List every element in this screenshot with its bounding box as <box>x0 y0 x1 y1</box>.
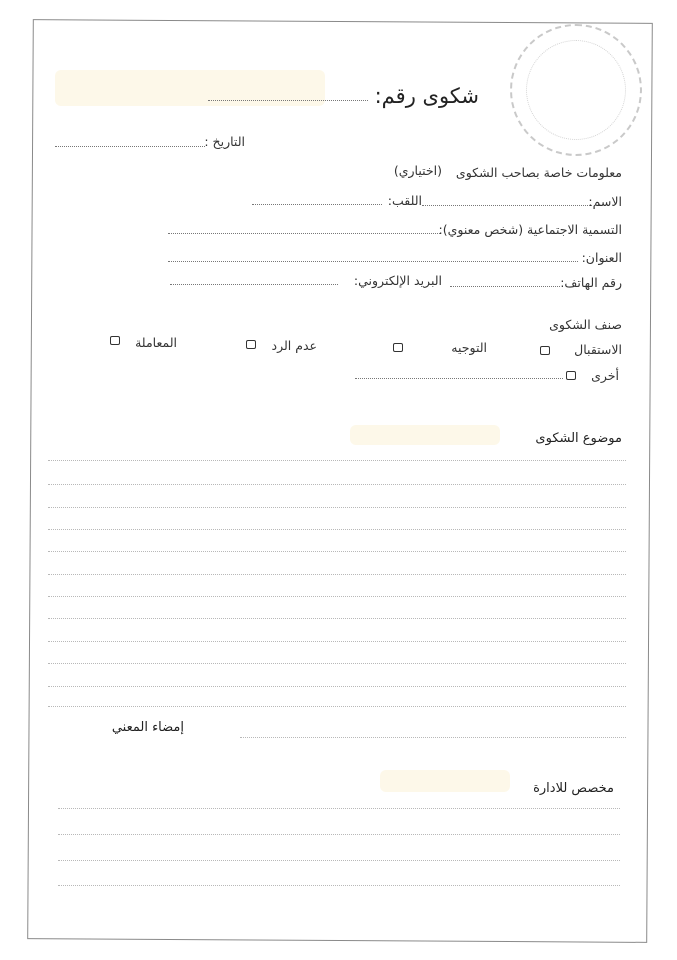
option-treatment-checkbox[interactable] <box>110 336 120 345</box>
surname-field[interactable] <box>252 204 382 205</box>
admin-line[interactable] <box>58 834 620 835</box>
admin-heading: مخصص للادارة <box>533 781 614 796</box>
complaint-number-label: شكوى رقم: <box>374 84 479 108</box>
subject-heading: موضوع الشكوى <box>535 431 622 446</box>
option-reception-label: الاستقبال <box>574 342 622 357</box>
option-guidance-label: التوجيه <box>451 340 487 355</box>
subject-line[interactable] <box>48 507 626 508</box>
subject-line[interactable] <box>48 618 626 619</box>
subject-line[interactable] <box>48 641 626 642</box>
option-reception-checkbox[interactable] <box>540 346 550 355</box>
name-label: الاسم: <box>588 194 622 209</box>
email-label: البريد الإلكتروني: <box>353 273 442 288</box>
subject-line[interactable] <box>48 706 626 707</box>
complaint-number-field[interactable] <box>208 100 368 101</box>
complaint-type-heading: صنف الشكوى <box>549 317 622 332</box>
stamp-seal-icon <box>510 24 642 156</box>
subject-line[interactable] <box>48 484 626 485</box>
org-name-label: التسمية الاجتماعية (شخص معنوي): <box>438 222 622 237</box>
subject-line[interactable] <box>48 686 626 687</box>
admin-line[interactable] <box>58 860 620 861</box>
subject-line[interactable] <box>48 596 626 597</box>
subject-line[interactable] <box>48 663 626 664</box>
address-label: العنوان: <box>581 250 622 265</box>
subject-line[interactable] <box>48 460 626 461</box>
subject-line[interactable] <box>48 529 626 530</box>
complainant-heading: معلومات خاصة بصاحب الشكوى <box>455 165 622 180</box>
option-other-label: أخرى <box>591 368 619 383</box>
surname-label: اللقب: <box>387 193 422 208</box>
subject-line[interactable] <box>240 737 626 738</box>
highlight-mark <box>350 425 500 445</box>
option-other-checkbox[interactable] <box>566 371 576 380</box>
stamp-inner-ring <box>526 40 626 140</box>
name-field[interactable] <box>422 205 592 206</box>
subject-line[interactable] <box>48 574 626 575</box>
page-border <box>27 19 653 943</box>
phone-field[interactable] <box>450 286 560 287</box>
phone-label: رقم الهاتف: <box>560 275 622 290</box>
option-no-response-checkbox[interactable] <box>246 340 256 349</box>
option-guidance-checkbox[interactable] <box>393 343 403 352</box>
option-treatment-label: المعاملة <box>135 335 177 350</box>
signature-label: إمضاء المعني <box>111 720 184 735</box>
address-field[interactable] <box>168 261 578 262</box>
option-no-response-label: عدم الرد <box>271 338 317 353</box>
subject-line[interactable] <box>48 551 626 552</box>
optional-note: (اختياري) <box>393 163 442 178</box>
highlight-mark <box>380 770 510 792</box>
date-label: التاريخ : <box>204 134 245 149</box>
option-other-field[interactable] <box>355 378 563 379</box>
org-name-field[interactable] <box>168 233 440 234</box>
email-field[interactable] <box>170 284 338 285</box>
date-field[interactable] <box>55 146 205 147</box>
admin-line[interactable] <box>58 885 620 886</box>
admin-line[interactable] <box>58 808 620 809</box>
